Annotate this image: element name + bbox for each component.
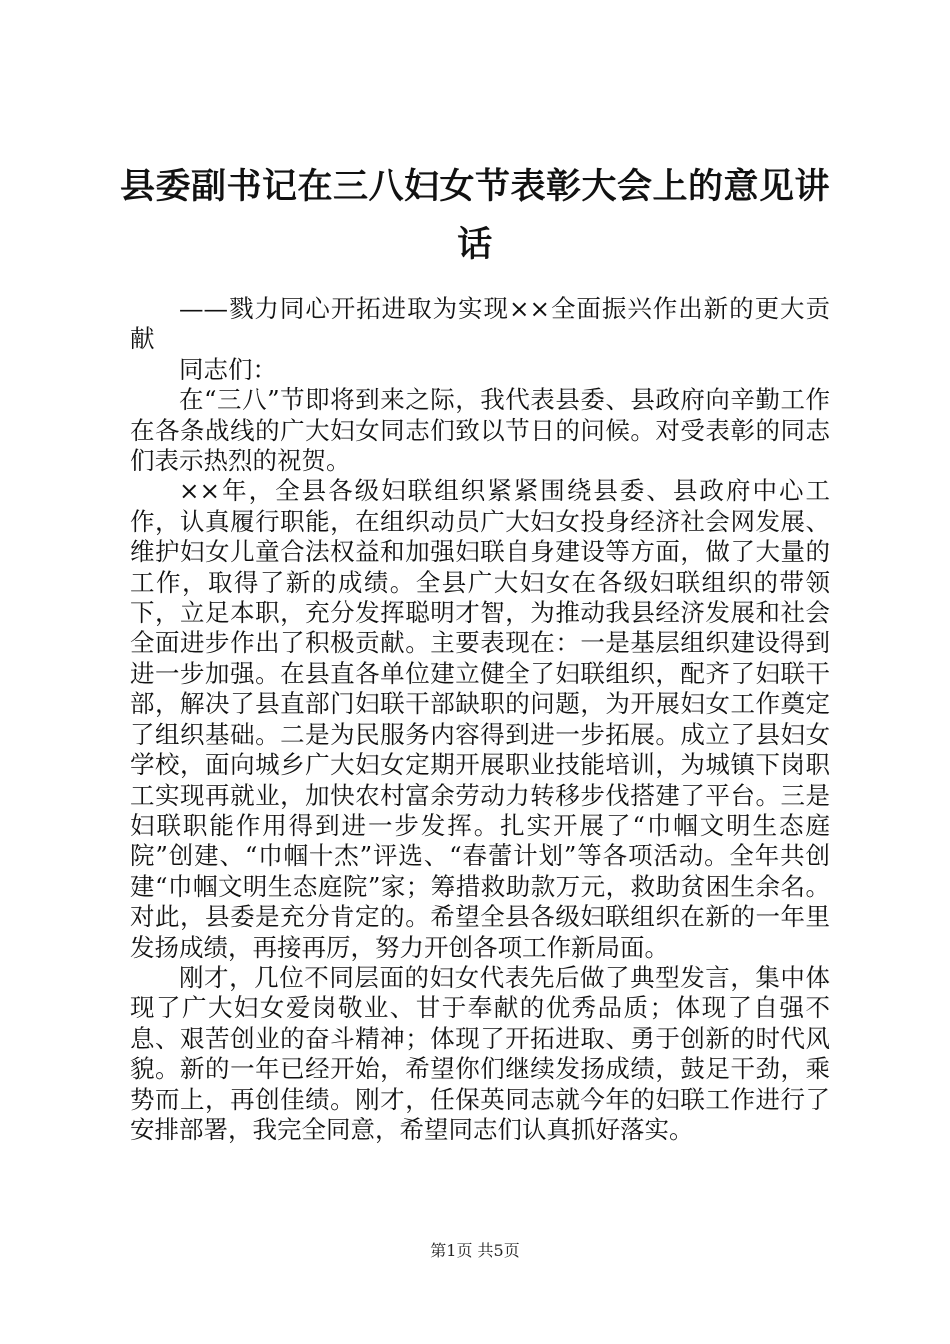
page-number: 第1页 共5页 bbox=[430, 1241, 520, 1260]
document-body bbox=[130, 294, 830, 1145]
paragraph: ××年，全县各级妇联组织紧紧围绕县委、县政府中心工作，认真履行职能，在组织动员广大妇女投身经济社会网发展、维护妇女儿童合法权益和加强妇联自身建设等方面，做了大量的工作，取得了新的成绩。全县广大妇女在各级妇联组织的带领下，立足本职，充分发挥聪明才智，为推动我县经济发展和社会全面进步作出了积极贡献。主要表现在：一是基层组织建设得到进一步加强。在县直各单位建立健全了妇联组织，配齐了妇联干部，解决了县直部门妇联干部缺职的问题，为开展妇女工作奠定了组织基础。二是为民服务内容得到进一步拓展。成立了县妇女学校，面向城乡广大妇女定期开展职业技能培训，为城镇下岗职工实现再就业，加快农村富余劳动力转移步伐搭建了平台。三是妇联职能作用得到进一步发挥。扎实开展了“巾帼文明生态庭院”创建、“巾帼十杰”评选、“春蕾计划”等各项活动。全年共创建“巾帼文明生态庭院”家；筹措救助款万元，救助贫困生余名。对此，县委是充分肯定的。希望全县各级妇联组织在新的一年里发扬成绩，再接再厉，努力开创各项工作新局面。 bbox=[130, 476, 830, 962]
document-title: 县委副书记在三八妇女节表彰大会上的意见讲话 bbox=[119, 167, 830, 265]
salutation: 同志们： bbox=[179, 354, 277, 384]
paragraph: 在“三八”节即将到来之际，我代表县委、县政府向辛勤工作在各条战线的广大妇女同志们致以节日的问候。对受表彰的同志们表示热烈的祝贺。 bbox=[130, 385, 830, 476]
subtitle: ——戮力同心开拓进取为实现××全面振兴作出新的更大贡献 bbox=[130, 294, 830, 354]
paragraph: 刚才，几位不同层面的妇女代表先后做了典型发言，集中体现了广大妇女爱岗敬业、甘于奉献的优秀品质；体现了自强不息、艰苦创业的奋斗精神；体现了开拓进取、勇于创新的时代风貌。新的一年已经开始，希望你们继续发扬成绩，鼓足干劲，乘势而上，再创佳绩。刚才，任保英同志就今年的妇联工作进行了安排部署，我完全同意，希望同志们认真抓好落实。 bbox=[130, 962, 830, 1144]
